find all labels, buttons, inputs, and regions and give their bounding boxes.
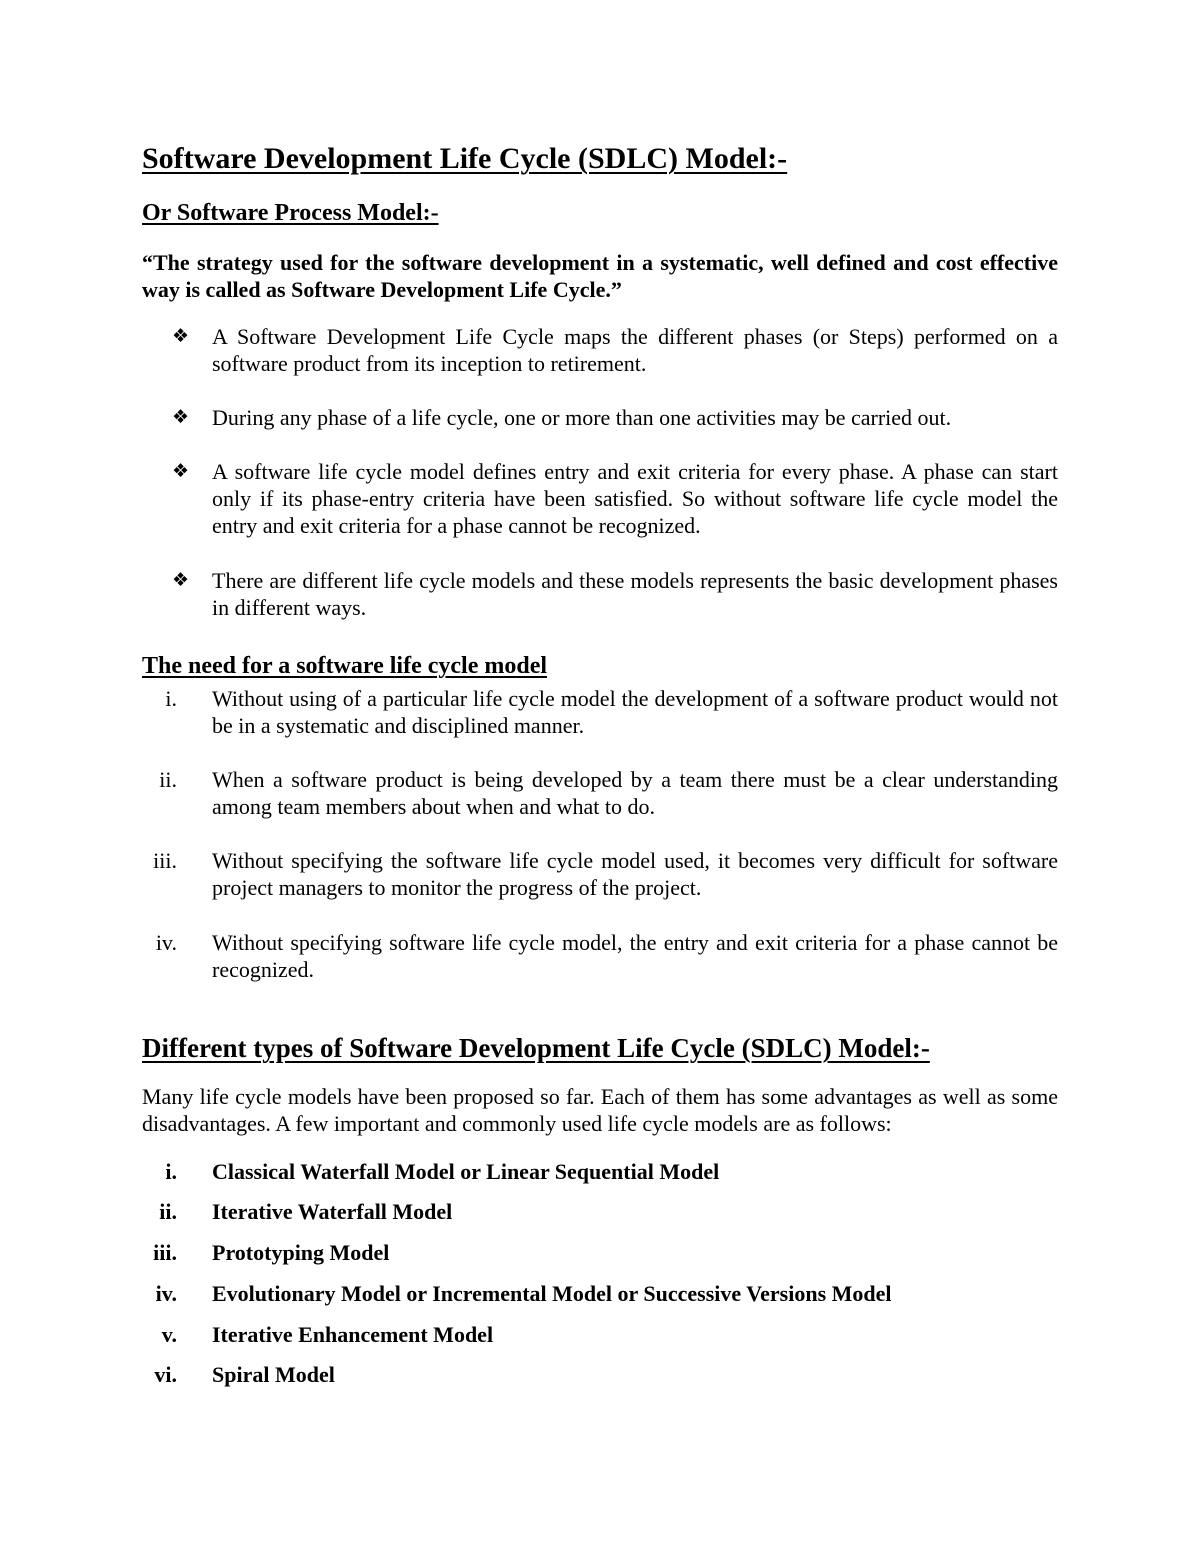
bullet-text: A software life cycle model defines entry and exit criteria for every phase. A phase can start only if its phase-entry criteria have been satisfied. So without software life cycle model the entry and exit criteria for a phase cannot be recognized. [212,459,1058,538]
need-section-heading: The need for a software life cycle model [142,653,548,679]
list-numeral: ii. [159,1199,177,1224]
model-name: Classical Waterfall Model or Linear Sequential Model [212,1159,720,1184]
model-name: Iterative Enhancement Model [212,1322,494,1347]
page-title: Software Development Life Cycle (SDLC) Model:- [142,142,788,175]
four-diamond-bullet-icon: ❖ [172,406,190,428]
definition-paragraph: “The strategy used for the software development in a systematic, well defined and cost effective way is called as Software Development Life Cycle.” [142,250,1058,302]
four-diamond-bullet-icon: ❖ [172,325,190,347]
model-name: Iterative Waterfall Model [212,1199,453,1224]
list-item-text: When a software product is being developed by a team there must be a clear understanding among team members about when and what to do. [212,767,1058,819]
types-intro-paragraph: Many life cycle models have been proposed so far. Each of them has some advantages as well as some disadvantages. A few important and commonly used life cycle models are as follows: [142,1084,1058,1136]
bullet-text: A Software Development Life Cycle maps the different phases (or Steps) performed on a software product from its inception to retirement. [212,324,1058,376]
four-diamond-bullet-icon: ❖ [172,569,190,591]
list-item-text: Without using of a particular life cycle model the development of a software product would not be in a systematic and disciplined manner. [212,686,1058,738]
model-name: Prototyping Model [212,1240,390,1265]
list-numeral: iii. [153,1240,177,1265]
subtitle: Or Software Process Model:- [142,200,439,226]
types-section-heading: Different types of Software Development Life Cycle (SDLC) Model:- [142,1033,930,1063]
list-item-text: Without specifying software life cycle model, the entry and exit criteria for a phase cannot be recognized. [212,930,1058,982]
model-name: Spiral Model [212,1362,335,1387]
list-numeral: i. [165,686,177,711]
list-numeral: iv. [155,1281,177,1306]
bullet-text: During any phase of a life cycle, one or more than one activities may be carried out. [212,405,952,430]
list-numeral: iv. [155,930,177,955]
list-numeral: i. [165,1159,177,1184]
list-numeral: v. [161,1322,177,1347]
four-diamond-bullet-icon: ❖ [172,460,190,482]
list-item-text: Without specifying the software life cycle model used, it becomes very difficult for software project managers to monitor the progress of the project. [212,848,1058,900]
list-numeral: ii. [159,767,177,792]
model-name: Evolutionary Model or Incremental Model or Successive Versions Model [212,1281,892,1306]
list-numeral: vi. [154,1362,177,1387]
bullet-text: There are different life cycle models and these models represents the basic development phases in different ways. [212,568,1058,620]
list-numeral: iii. [153,848,177,873]
